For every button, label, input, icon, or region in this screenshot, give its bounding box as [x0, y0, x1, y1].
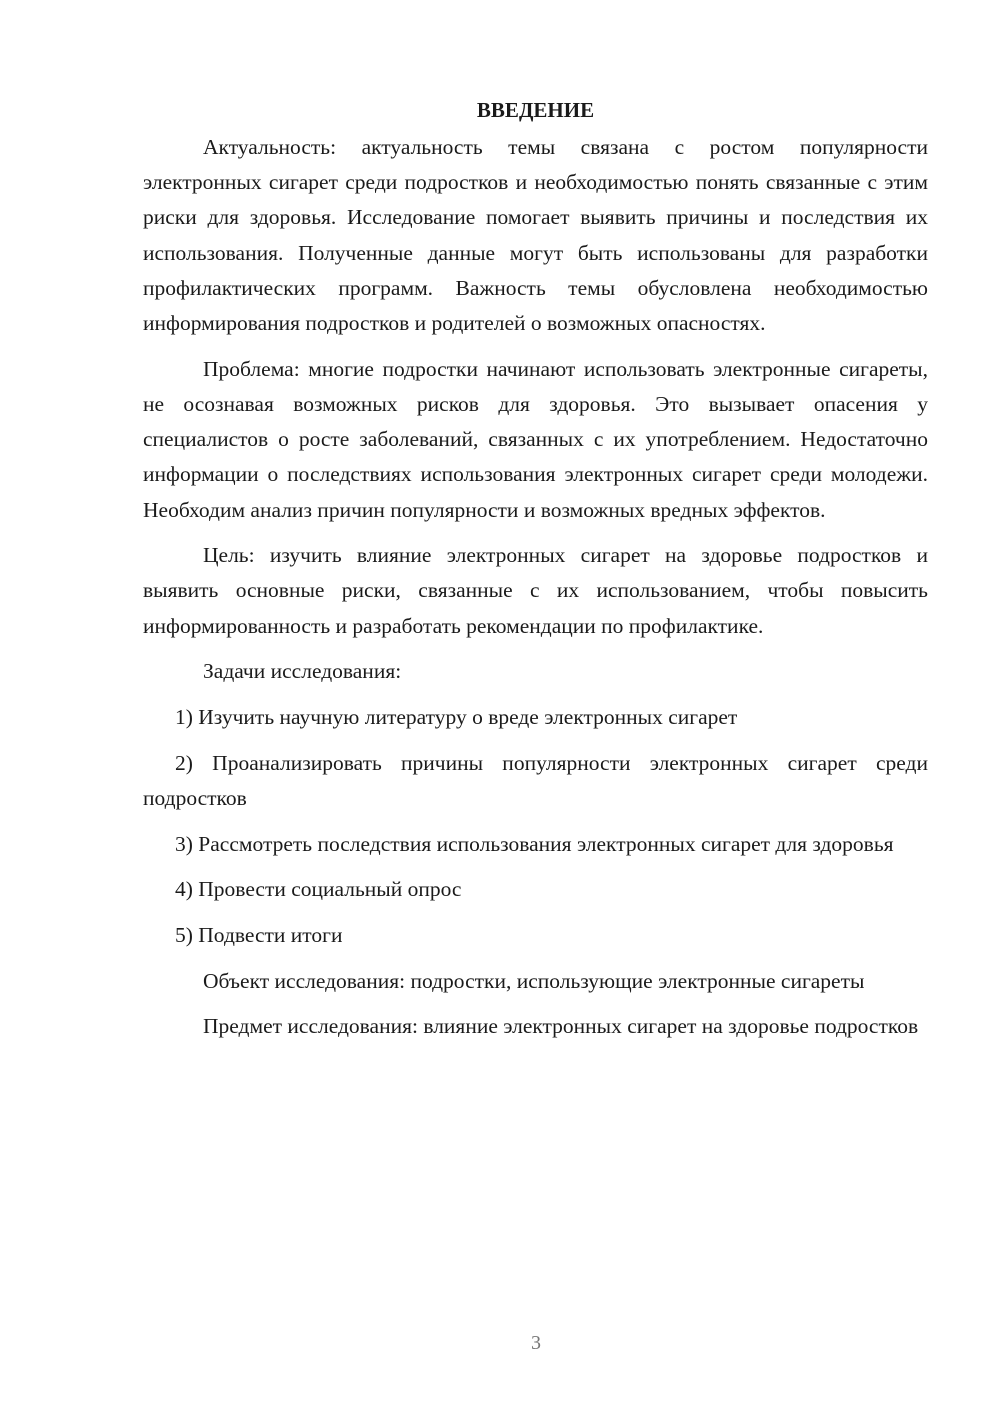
task-item-1: 1) Изучить научную литературу о вреде электронных сигарет	[175, 705, 738, 730]
section-title: ВВЕДЕНИЕ	[476, 98, 595, 122]
relevance-paragraph: Актуальность: актуальность темы связана с ростом популярности электронных сигарет среди подростков и необходимостью понять связанные с этим риски для здоровья. Исследование помогает выявить причины и последствия их использования. Полученные данные могут быть использованы для разработки профилактических программ. Важность темы обусловлена необходимостью информирования подростков и родителей о возможных опасностях.	[143, 135, 928, 336]
task-item-2: 2) Проанализировать причины популярности электронных сигарет среди подростков	[143, 750, 928, 810]
page-number: 3	[531, 1332, 541, 1354]
object-paragraph: Объект исследования: подростки, использующие электронные сигареты	[203, 968, 865, 993]
task-item-5: 5) Подвести итоги	[175, 923, 343, 948]
task-item-4: 4) Провести социальный опрос	[175, 877, 462, 902]
tasks-heading: Задачи исследования:	[203, 659, 402, 684]
subject-paragraph: Предмет исследования: влияние электронных сигарет на здоровье подростков	[203, 1014, 919, 1039]
task-item-3: 3) Рассмотреть последствия использования электронных сигарет для здоровья	[175, 831, 894, 856]
goal-paragraph: Цель: изучить влияние электронных сигарет на здоровье подростков и выявить основные риски, связанные с их использованием, чтобы повысить информированность и разработать рекомендации по профилактике.	[143, 543, 928, 638]
problem-paragraph: Проблема: многие подростки начинают использовать электронные сигареты, не осознавая возможных рисков для здоровья. Это вызывает опасения у специалистов о росте заболеваний, связанных с их употреблением. Недостаточно информации о последствиях использования электронных сигарет среди молодежи. Необходим анализ причин популярности и возможных вредных эффектов.	[143, 356, 928, 522]
document-page	[143, 92, 928, 1055]
